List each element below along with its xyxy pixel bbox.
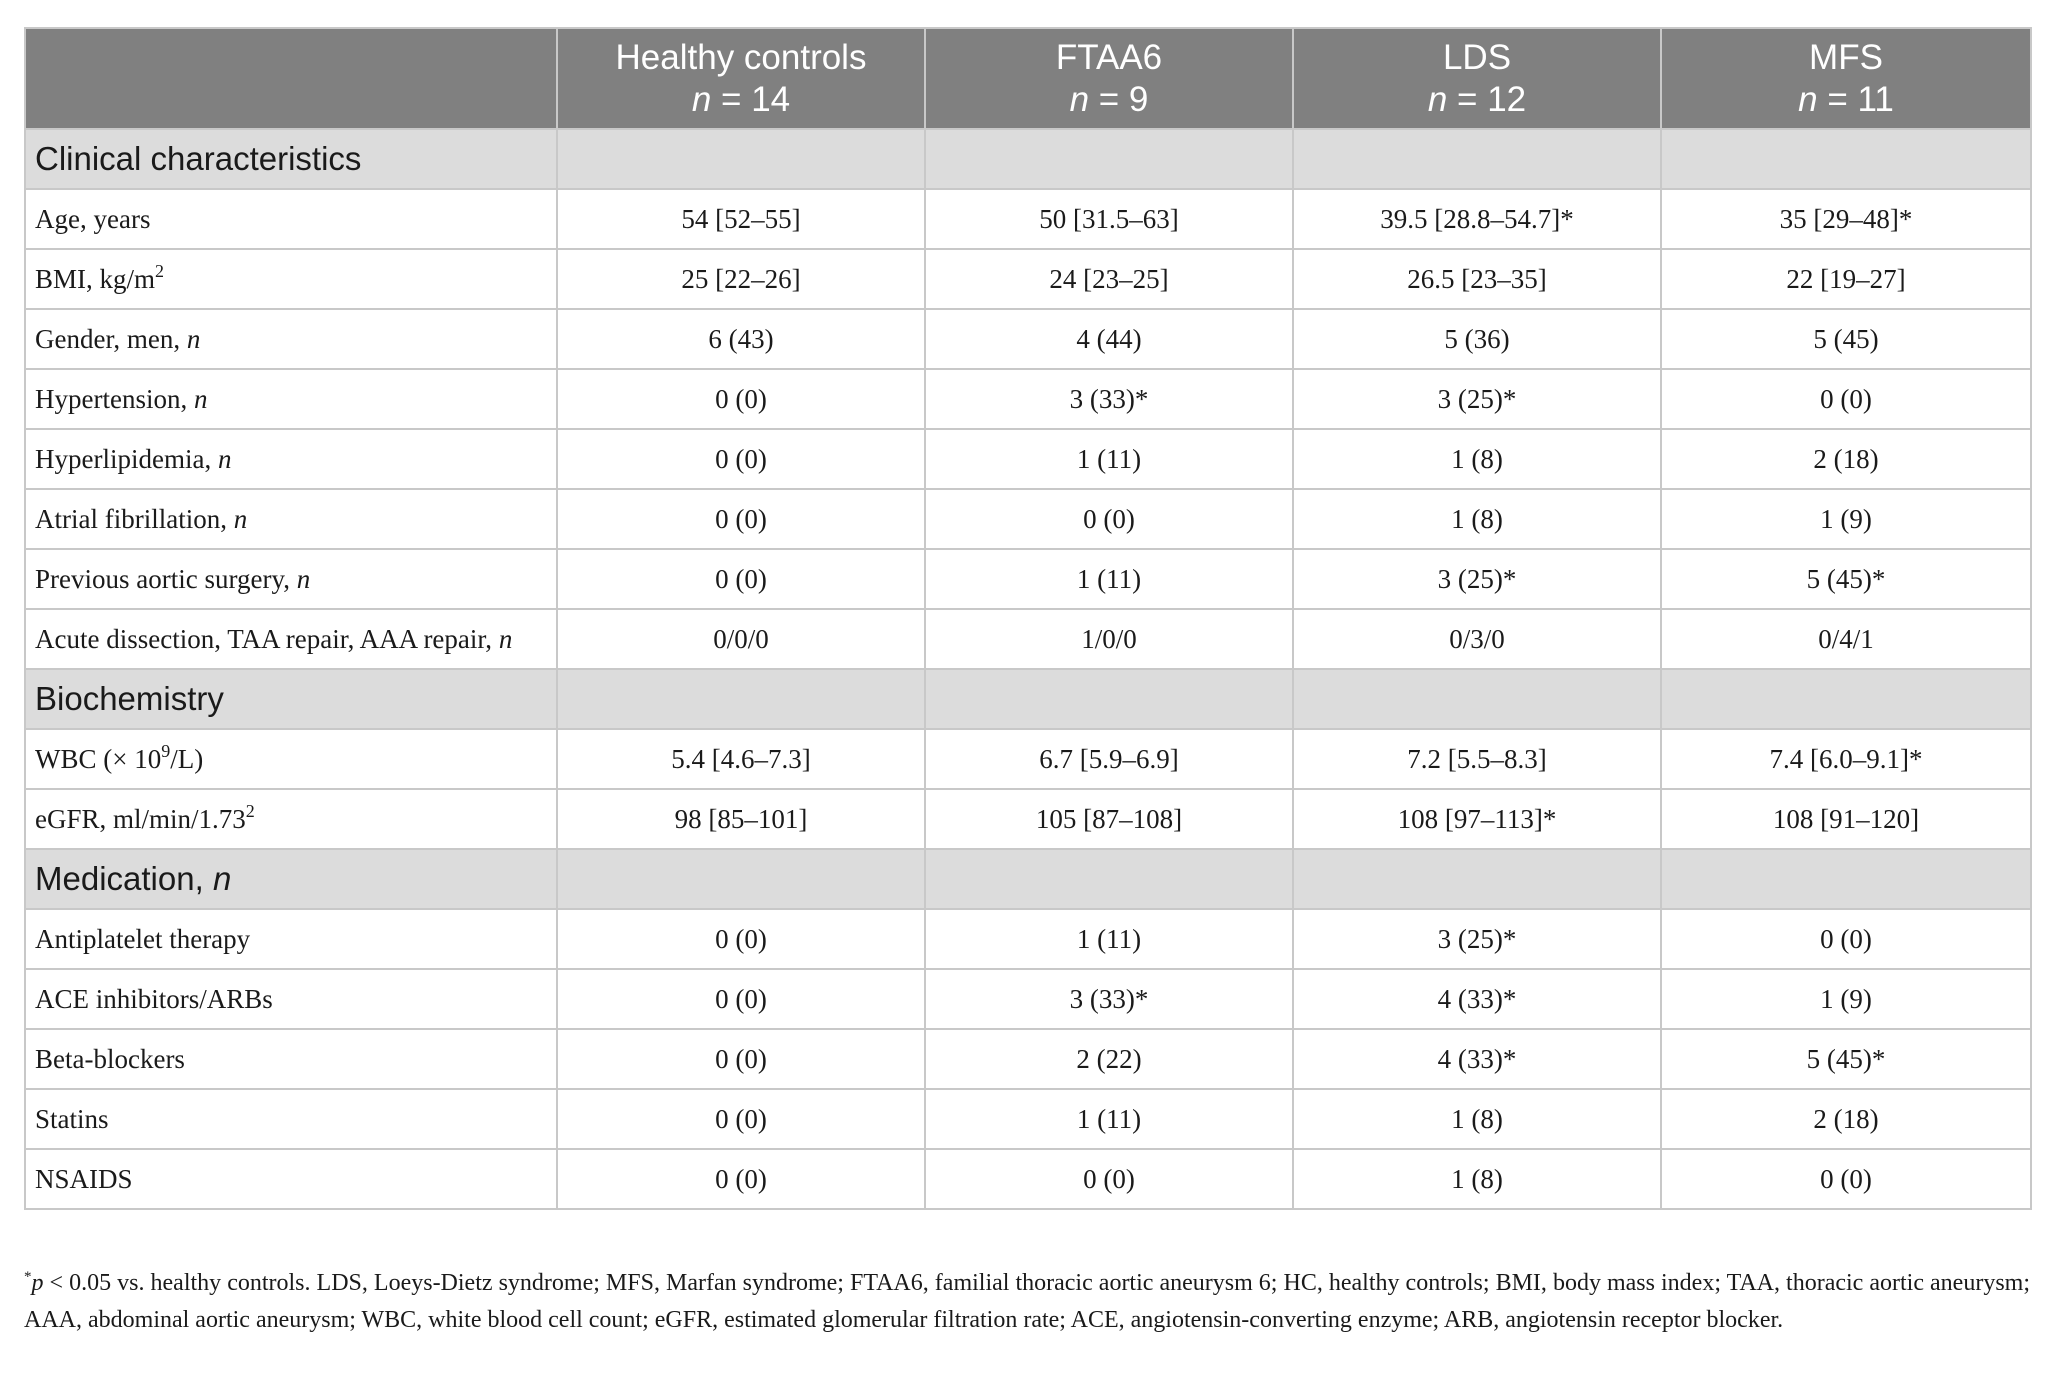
value-cell: 35 [29–48]* bbox=[1661, 189, 2031, 249]
row-label-cell bbox=[25, 549, 557, 609]
value-cell: 98 [85–101] bbox=[557, 789, 925, 849]
row-label: Hypertension, bbox=[35, 383, 194, 414]
row-label-cell bbox=[25, 429, 557, 489]
group-size bbox=[926, 79, 1292, 121]
group-name: LDS bbox=[1442, 37, 1512, 77]
row-label-cell bbox=[25, 249, 557, 309]
row-label-italic: n bbox=[233, 503, 248, 534]
value-cell: 0 (0) bbox=[1661, 909, 2031, 969]
group-size-value: = 14 bbox=[711, 79, 791, 119]
header-cell-blank bbox=[25, 28, 557, 129]
section-row bbox=[25, 669, 2031, 729]
row-label-cell bbox=[25, 609, 557, 669]
value-cell: 1 (8) bbox=[1293, 1089, 1661, 1149]
row-label-cell bbox=[25, 1089, 557, 1149]
row-label: Previous aortic surgery, bbox=[35, 563, 297, 594]
value-cell: 0/0/0 bbox=[557, 609, 925, 669]
group-size bbox=[558, 79, 924, 121]
value-cell: 0 (0) bbox=[557, 1029, 925, 1089]
value-cell: 108 [91–120] bbox=[1661, 789, 2031, 849]
value-cell: 0 (0) bbox=[925, 1149, 1293, 1209]
group-size-symbol: n bbox=[1069, 79, 1090, 119]
section-blank-cell bbox=[1661, 849, 2031, 909]
value-cell: 0 (0) bbox=[557, 909, 925, 969]
table-footnote bbox=[24, 1265, 2030, 1339]
footnote-marker: * bbox=[24, 1269, 32, 1285]
value-cell: 2 (18) bbox=[1661, 429, 2031, 489]
section-title-cell bbox=[25, 849, 557, 909]
value-cell: 1 (9) bbox=[1661, 489, 2031, 549]
value-cell: 5 (36) bbox=[1293, 309, 1661, 369]
value-cell: 1/0/0 bbox=[925, 609, 1293, 669]
value-cell: 0/4/1 bbox=[1661, 609, 2031, 669]
value-cell: 6 (43) bbox=[557, 309, 925, 369]
row-label-cell bbox=[25, 189, 557, 249]
section-blank-cell bbox=[1661, 669, 2031, 729]
row-label-cell bbox=[25, 789, 557, 849]
value-cell: 7.2 [5.5–8.3] bbox=[1293, 729, 1661, 789]
value-cell: 1 (8) bbox=[1293, 489, 1661, 549]
row-label: Atrial fibrillation, bbox=[35, 503, 234, 534]
table-row bbox=[25, 189, 2031, 249]
row-label: NSAIDS bbox=[35, 1163, 133, 1194]
group-name: MFS bbox=[1809, 37, 1883, 77]
group-size-value: = 9 bbox=[1089, 79, 1149, 119]
value-cell: 3 (25)* bbox=[1293, 909, 1661, 969]
header-cell-group bbox=[1661, 28, 2031, 129]
section-row bbox=[25, 129, 2031, 189]
row-label: ACE inhibitors/ARBs bbox=[35, 983, 273, 1014]
group-size bbox=[1294, 79, 1660, 121]
value-cell: 3 (33)* bbox=[925, 969, 1293, 1029]
section-title: Medication, bbox=[35, 860, 213, 897]
value-cell: 54 [52–55] bbox=[557, 189, 925, 249]
footnote-p-symbol: p bbox=[31, 1270, 44, 1296]
value-cell: 0 (0) bbox=[557, 1089, 925, 1149]
table-row bbox=[25, 249, 2031, 309]
row-label: Gender, men, bbox=[35, 323, 187, 354]
row-label: Beta-blockers bbox=[35, 1043, 185, 1074]
value-cell: 5 (45) bbox=[1661, 309, 2031, 369]
value-cell: 0 (0) bbox=[1661, 1149, 2031, 1209]
table-row bbox=[25, 429, 2031, 489]
value-cell: 1 (11) bbox=[925, 549, 1293, 609]
table-row bbox=[25, 609, 2031, 669]
section-blank-cell bbox=[1293, 669, 1661, 729]
value-cell: 7.4 [6.0–9.1]* bbox=[1661, 729, 2031, 789]
table-row bbox=[25, 789, 2031, 849]
value-cell: 1 (11) bbox=[925, 429, 1293, 489]
group-size bbox=[1662, 79, 2030, 121]
section-title: Clinical characteristics bbox=[35, 140, 362, 177]
row-label-cell bbox=[25, 369, 557, 429]
value-cell: 1 (8) bbox=[1293, 429, 1661, 489]
row-label-suffix: /L) bbox=[170, 743, 204, 774]
row-label: Antiplatelet therapy bbox=[35, 923, 251, 954]
header-row bbox=[25, 28, 2031, 129]
group-size-symbol: n bbox=[1427, 79, 1448, 119]
row-label-cell bbox=[25, 1149, 557, 1209]
value-cell: 25 [22–26] bbox=[557, 249, 925, 309]
table-row bbox=[25, 729, 2031, 789]
row-label-italic: n bbox=[498, 623, 513, 654]
row-label-superscript: 2 bbox=[155, 260, 165, 281]
value-cell: 0 (0) bbox=[557, 489, 925, 549]
row-label: BMI, kg/m bbox=[35, 263, 156, 294]
section-blank-cell bbox=[925, 129, 1293, 189]
row-label: Hyperlipidemia, bbox=[35, 443, 218, 474]
table-row bbox=[25, 309, 2031, 369]
value-cell: 2 (18) bbox=[1661, 1089, 2031, 1149]
value-cell: 1 (9) bbox=[1661, 969, 2031, 1029]
section-blank-cell bbox=[925, 849, 1293, 909]
table-row bbox=[25, 369, 2031, 429]
value-cell: 0 (0) bbox=[557, 969, 925, 1029]
row-label-cell bbox=[25, 969, 557, 1029]
row-label-cell bbox=[25, 729, 557, 789]
row-label-italic: n bbox=[193, 383, 208, 414]
group-size-value: = 12 bbox=[1447, 79, 1527, 119]
group-size-symbol: n bbox=[1798, 79, 1818, 119]
row-label-cell bbox=[25, 1029, 557, 1089]
value-cell: 1 (11) bbox=[925, 909, 1293, 969]
value-cell: 50 [31.5–63] bbox=[925, 189, 1293, 249]
header-cell-group bbox=[557, 28, 925, 129]
section-blank-cell bbox=[925, 669, 1293, 729]
row-label-italic: n bbox=[296, 563, 311, 594]
row-label-cell bbox=[25, 309, 557, 369]
row-label: eGFR, ml/min/1.73 bbox=[35, 803, 246, 834]
row-label-italic: n bbox=[217, 443, 232, 474]
value-cell: 5 (45)* bbox=[1661, 549, 2031, 609]
header-cell-group bbox=[925, 28, 1293, 129]
value-cell: 5 (45)* bbox=[1661, 1029, 2031, 1089]
table-body bbox=[25, 129, 2031, 1209]
value-cell: 2 (22) bbox=[925, 1029, 1293, 1089]
section-title-cell bbox=[25, 669, 557, 729]
value-cell: 1 (11) bbox=[925, 1089, 1293, 1149]
table-row bbox=[25, 909, 2031, 969]
row-label-superscript: 9 bbox=[161, 740, 171, 761]
table-row bbox=[25, 1089, 2031, 1149]
section-blank-cell bbox=[1661, 129, 2031, 189]
group-size-symbol: n bbox=[691, 79, 712, 119]
value-cell: 108 [97–113]* bbox=[1293, 789, 1661, 849]
value-cell: 3 (33)* bbox=[925, 369, 1293, 429]
header-cell-group bbox=[1293, 28, 1661, 129]
section-title: Biochemistry bbox=[35, 680, 224, 717]
value-cell: 0 (0) bbox=[557, 1149, 925, 1209]
row-label-superscript: 2 bbox=[245, 800, 255, 821]
table-row bbox=[25, 549, 2031, 609]
row-label-cell bbox=[25, 909, 557, 969]
value-cell: 4 (44) bbox=[925, 309, 1293, 369]
row-label-italic: n bbox=[186, 323, 201, 354]
footnote-text: < 0.05 vs. healthy controls. LDS, Loeys-Dietz syndrome; MFS, Marfan syndrome; FTAA6, familial thoracic aortic aneurysm 6; HC, healthy controls; BMI, body mass index; TAA, thoracic aortic aneurysm; AAA, abdominal aortic aneurysm; WBC, white blood cell count; eGFR, estimated glomerular filtration rate; ACE, angiotensin-converting enzyme; ARB, angiotensin receptor blocker. bbox=[24, 1270, 2030, 1333]
value-cell: 105 [87–108] bbox=[925, 789, 1293, 849]
value-cell: 5.4 [4.6–7.3] bbox=[557, 729, 925, 789]
group-name: FTAA6 bbox=[1055, 37, 1163, 77]
section-title-cell bbox=[25, 129, 557, 189]
table-header bbox=[25, 28, 2031, 129]
section-blank-cell bbox=[1293, 129, 1661, 189]
section-row bbox=[25, 849, 2031, 909]
value-cell: 1 (8) bbox=[1293, 1149, 1661, 1209]
value-cell: 4 (33)* bbox=[1293, 969, 1661, 1029]
table-row bbox=[25, 489, 2031, 549]
value-cell: 0 (0) bbox=[557, 549, 925, 609]
baseline-characteristics-table bbox=[24, 27, 2032, 1210]
section-title-italic: n bbox=[212, 860, 232, 897]
value-cell: 3 (25)* bbox=[1293, 549, 1661, 609]
row-label-cell bbox=[25, 489, 557, 549]
section-blank-cell bbox=[557, 849, 925, 909]
value-cell: 3 (25)* bbox=[1293, 369, 1661, 429]
group-name: Healthy controls bbox=[615, 37, 867, 77]
row-label: WBC (× 10 bbox=[35, 743, 162, 774]
value-cell: 26.5 [23–35] bbox=[1293, 249, 1661, 309]
section-blank-cell bbox=[557, 129, 925, 189]
table-container bbox=[24, 27, 2030, 1210]
value-cell: 6.7 [5.9–6.9] bbox=[925, 729, 1293, 789]
section-blank-cell bbox=[1293, 849, 1661, 909]
value-cell: 0 (0) bbox=[557, 369, 925, 429]
row-label: Age, years bbox=[35, 203, 151, 234]
value-cell: 0 (0) bbox=[1661, 369, 2031, 429]
row-label: Statins bbox=[35, 1103, 109, 1134]
value-cell: 0/3/0 bbox=[1293, 609, 1661, 669]
value-cell: 24 [23–25] bbox=[925, 249, 1293, 309]
table-row bbox=[25, 969, 2031, 1029]
group-size-value: = 11 bbox=[1817, 79, 1894, 119]
value-cell: 39.5 [28.8–54.7]* bbox=[1293, 189, 1661, 249]
section-blank-cell bbox=[557, 669, 925, 729]
table-row bbox=[25, 1029, 2031, 1089]
value-cell: 0 (0) bbox=[925, 489, 1293, 549]
value-cell: 0 (0) bbox=[557, 429, 925, 489]
row-label: Acute dissection, TAA repair, AAA repair, bbox=[35, 623, 499, 654]
value-cell: 22 [19–27] bbox=[1661, 249, 2031, 309]
value-cell: 4 (33)* bbox=[1293, 1029, 1661, 1089]
table-row bbox=[25, 1149, 2031, 1209]
